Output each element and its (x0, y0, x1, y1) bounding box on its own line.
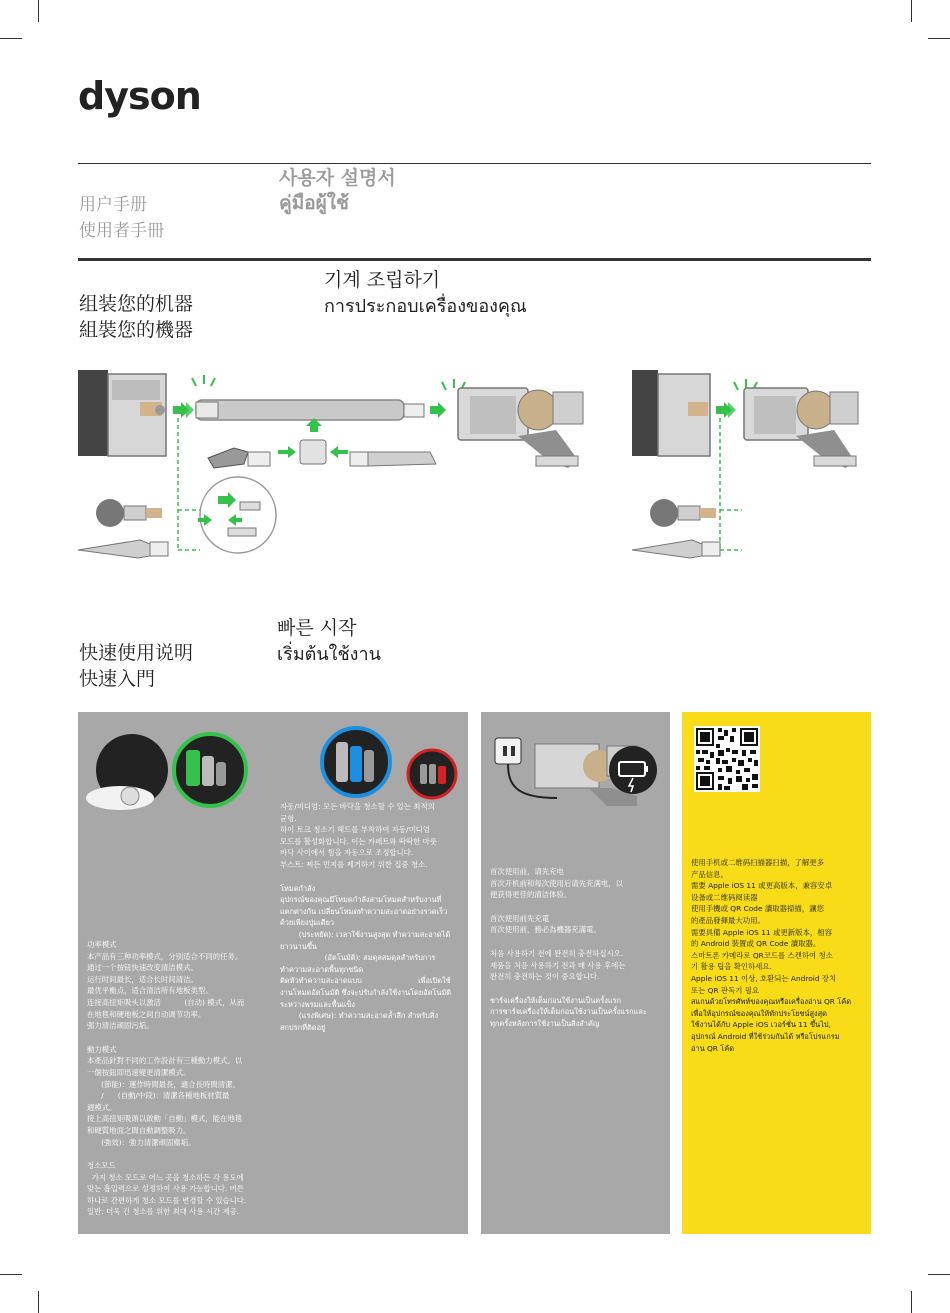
assembly-heading-th: การประกอบเครื่องของคุณ (324, 296, 527, 317)
manual-title-ko: 사용자 설명서 (279, 167, 396, 189)
crop-mark (928, 1274, 950, 1275)
charging-illustration (487, 726, 667, 816)
combination-tool-illustration (208, 448, 270, 468)
crevice-tool-right (632, 540, 720, 558)
section-rule (78, 258, 871, 261)
quickstart-heading-ko: 빠른 시작 (277, 617, 357, 639)
quickstart-heading-zh-tw: 快速入門 (79, 668, 156, 690)
brush-tool-right (650, 499, 716, 527)
assembly-illustration (78, 360, 878, 570)
paragraph: 動力模式 本產品針對不同的工作設計有三種動力模式。以 一個按鈕即迅速變更清潔模式。 (節能)：運作時間最長，適合長時間清潔。 / (自動/中段)：清潔各種地板材質最 適模式。 接上高扭矩吸頭以啟動「自動」模式，能在地毯 和硬質地面之間自動調整吸力。 (強效)：強力清潔頑固塵垢。 (87, 1044, 243, 1147)
floor-head-illustration (78, 370, 166, 456)
wand-tube (196, 400, 404, 420)
crevice-tool-illustration (350, 452, 436, 466)
vacuum-body-illustration (458, 388, 583, 468)
paragraph: 使用手机或二维码扫描器扫描，了解更多 产品信息。 需要 Apple iOS 11 或更高版本，兼容安卓 设备或二维码阅读器 使用手機或 QR Code 讀取器掃描，讓您 的產品發揮最大功用。 需要具備 Apple iOS 11 或更新版本，相容 的 Android 裝置或 QR Code 讀取器。 스마트폰 카메라로 QR코드를 스캔하여 청소 기 활용 팁을 확인하세요. Apple iOS 11 이상, 호환되는 Android 장치 또는 QR 판독기 필요 สแกนด้วยโทรศัพท์ของคุณหรือเครื่องอ่าน QR โค้ด เพื่อให้อุปกรณ์ของคุณให้ทักประโยชน์สูงสุด ใช้งานได้กับ Apple iOS เวอร์ชั่น 11 ขึ้นไป, อุปกรณ์ Android ที่ใช้ร่วมกันได้ หรือโปรแกรม อ่าน QR โค้ด (691, 858, 851, 1053)
top-rule (78, 163, 871, 164)
crop-mark (911, 1291, 912, 1313)
crevice-tool-left (78, 540, 168, 558)
paragraph: 首次使用前，请先充电 首次开机前和每次使用后请先充满电，以 便获得更佳的清洁体验。 (490, 867, 624, 900)
paragraph: โหมดกำลัง อุปกรณ์ของคุณมีโหมดกำลังสามโหมดสำหรับงานที่ แตกต่างกัน เปลี่ยนโหมดทำความสะอาดอย่างรวดเร็ว ด้วยเพียงปุ่มเดียว (ประหยัด): เวลาใช้งานสูงสุด ทำความสะอาดได้ ยาวนานขึ้น (อัตโนมัติ): สมดุลสมดุลสำหรับการ ทำความสะอาดพื้นทุกชนิด ติดหัวทำความสะอาดแบบ เพื่อเปิดใช้ งานโหมดอัตโนมัติ ซึ่งจะปรับกำลังใช้งานโดยอัตโนมัติ ระหว่างพรมและพื้นแข็ง (แรงพิเศษ): ทำความสะอาดล้ำลึก สำหรับสิ่ง สกปรกที่ติดอยู่ (280, 883, 452, 1032)
crop-mark (0, 1274, 22, 1275)
floor-head-right (632, 370, 710, 456)
paragraph: 청소모드 가지 청소 모드로 어느 곳을 청소하든 각 용도에 맞는 흡입력으로 설정하여 사용 가능합니다. 버튼 하나로 간편하게 청소 모드를 변경할 수 있습니다. 일반: 더욱 긴 청소를 위한 최대 사용 시간 제공. (87, 1161, 247, 1217)
brush-tool-illustration (96, 499, 162, 527)
power-modes-text-cont (280, 801, 468, 1033)
assembly-heading-zh-cn: 组装您的机器 (79, 293, 194, 315)
manual-title-th: คู่มือผู้ใช้ (279, 192, 349, 214)
quickstart-heading-zh-cn: 快速使用说明 (79, 642, 194, 664)
dyson-logo: dyson (78, 74, 201, 118)
assembly-heading-ko: 기계 조립하기 (324, 269, 441, 291)
left-arrow-icon (278, 446, 296, 458)
green-arrow-icon (173, 402, 194, 418)
qr-text (691, 857, 867, 1054)
crop-mark (38, 1291, 39, 1313)
assembly-heading-zh-tw: 組裝您的機器 (79, 319, 194, 341)
panel-power-modes-cont (242, 712, 468, 1234)
crop-mark (911, 0, 912, 22)
crop-mark (38, 0, 39, 22)
paragraph: 처음 사용하기 전에 완전히 충전하십시오. 제품을 처음 사용하기 전과 매 사용 후에는 완전히 충전하는 것이 중요합니다. (490, 948, 626, 982)
adapter-piece (300, 440, 326, 464)
crop-mark (0, 38, 22, 39)
crop-mark (928, 38, 950, 39)
right-arrow-icon (330, 446, 348, 458)
panel-charging (481, 712, 670, 1234)
detail-circle (200, 477, 276, 553)
quickstart-heading-th: เริ่มต้นใช้งาน (277, 644, 381, 665)
mode-indicator-illustration (320, 722, 470, 807)
manual-title-zh-tw: 使用者手冊 (79, 221, 164, 241)
paragraph: 首次使用前先充電 首次使用前，務必為機器充滿電。 (490, 913, 601, 935)
paragraph: 자동/미디엄: 모든 바닥을 청소할 수 있는 최적의 균형. 하이 토크 청소기 헤드를 부착하여 자동/미디엄 모드를 활성화합니다. 이는 카페트와 딱딱한 마룻 바닥 사이에서 힘을 자동으로 조정합니다. 부스트: 찌든 먼지를 제거하기 위한 집중 청소. (280, 802, 437, 869)
vacuum-body-right (744, 388, 858, 468)
qr-code-icon (694, 726, 760, 792)
paragraph: ชาร์จเครื่องให้เต็มก่อนใช้งานเป็นครั้งแรก การชาร์จเครื่องให้เต็มก่อนใช้งานเป็นครั้งแรกและ ทุกครั้งหลังการใช้งานเป็นสิ่งสำคัญ (490, 995, 647, 1028)
manual-title-zh-cn: 用户手册 (79, 195, 147, 215)
charging-text (490, 866, 666, 1030)
panel-qr (682, 712, 871, 1234)
click-marks (192, 375, 465, 390)
paragraph: 功率模式 本产品有三种功率模式，分别适合不同的任务。 通过一个按钮快速改变清洁模式。 运行时间最长，适合长时间清洁。 最优平衡点，适合清洁所有地板类型。 连接高扭矩吸头以激活 (自动) 模式，从而 在地毯和硬地板之间自动调节功率。 强力清洁顽固污垢。 (87, 940, 245, 1031)
